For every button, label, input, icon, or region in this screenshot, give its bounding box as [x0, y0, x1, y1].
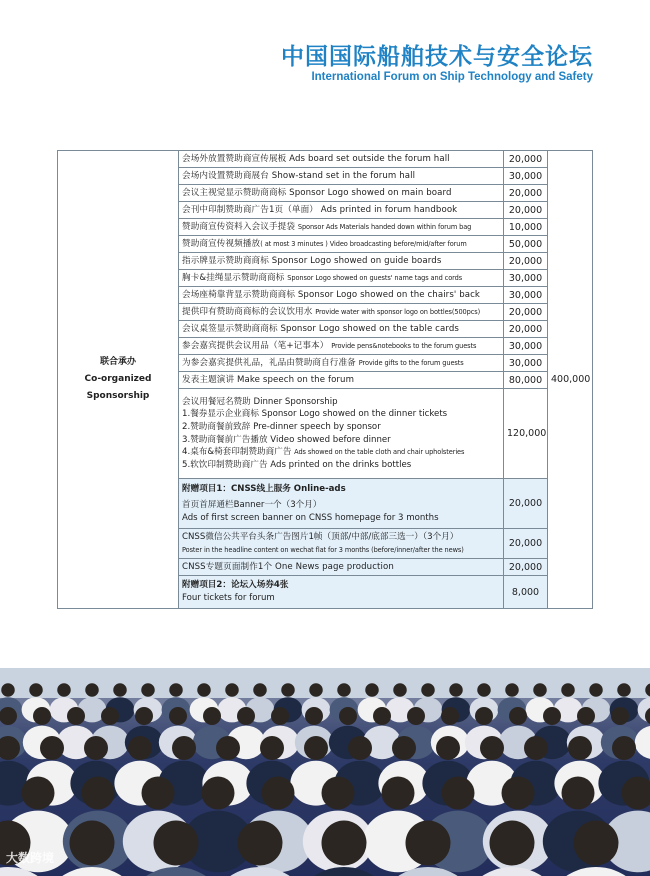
item-cell: 会议主视觉显示赞助商商标 Sponsor Logo showed on main board: [179, 185, 504, 202]
category-cn: 联合承办: [99, 357, 136, 367]
bonus1-wechat-cell: [179, 529, 504, 559]
price-cell: 30,000: [504, 270, 548, 287]
price-cell: 8,000: [504, 576, 548, 609]
price-cell: 30,000: [504, 338, 548, 355]
item-cell: [179, 355, 504, 372]
dinner-line: 5.软饮印制赞助商广告 Ads printed on the drinks bottles: [182, 459, 412, 470]
dinner-sponsorship-cell: [179, 389, 504, 479]
bonus1-wechat-cn: CNSS微信公共平台头条广告图片1帧（顶部/中部/底部三选一）（3个月）: [182, 531, 459, 542]
item-cell: [179, 304, 504, 321]
audience-illustration: [0, 668, 650, 876]
price-cell: 30,000: [504, 168, 548, 185]
price-cell: 20,000: [504, 559, 548, 576]
category-cell: [58, 151, 179, 609]
conference-audience-photo: [0, 668, 650, 876]
dinner-line-en: Ads showed on the table cloth and chair upholsteries: [294, 448, 465, 457]
bonus2-text: Four tickets for forum: [182, 593, 275, 603]
item-en: Provide water with sponsor logo on bottles(500pcs): [315, 308, 481, 316]
category-en-1: Co-organized: [84, 374, 152, 384]
price-cell: 30,000: [504, 287, 548, 304]
title-en: International Forum on Ship Technology and Safety: [311, 71, 593, 83]
item-cell: 会场座椅靠背显示赞助商商标 Sponsor Logo showed on the chairs' back: [179, 287, 504, 304]
price-cell: 80,000: [504, 372, 548, 389]
item-cell: 会议桌签显示赞助商商标 Sponsor Logo showed on the table cards: [179, 321, 504, 338]
price-cell: 30,000: [504, 355, 548, 372]
item-cell: 会场内设置赞助商展台 Show-stand set in the forum hall: [179, 168, 504, 185]
total-cell: 400,000: [548, 151, 593, 609]
price-cell: 20,000: [504, 321, 548, 338]
bonus2-cell: [179, 576, 504, 609]
item-en: Provide gifts to the forum guests: [358, 359, 464, 367]
dinner-line-cn: 4.桌布&椅套印制赞助商广告: [182, 447, 292, 458]
category-en-2: Sponsorship: [86, 391, 150, 401]
price-cell: 20,000: [504, 529, 548, 559]
item-cn: 赞助商宣传资料入会议手提袋: [182, 222, 296, 232]
price-cell: 50,000: [504, 236, 548, 253]
bonus1-heading: 附赠项目1：CNSS线上服务 Online-ads: [182, 483, 346, 494]
item-cn: 参会嘉宾提供会议用品（笔+记事本）: [182, 341, 329, 351]
dinner-line: 会议用餐冠名赞助 Dinner Sponsorship: [182, 396, 338, 407]
dinner-line: 3.赞助商餐前广告播放 Video showed before dinner: [182, 434, 391, 445]
item-cell: [179, 270, 504, 287]
dinner-line: 1.餐券显示企业商标 Sponsor Logo showed on the dinner tickets: [182, 409, 448, 420]
item-en: Sponsor Ads Materials handed down within forum bag: [297, 223, 472, 231]
bonus2-heading: 附赠项目2：论坛入场券4张: [182, 580, 289, 591]
price-cell: 20,000: [504, 479, 548, 529]
item-en: Sponsor Logo showed on guests' name tags and cords: [287, 274, 463, 282]
item-cn: 赞助商宣传视频播放: [182, 239, 261, 249]
title-cn: 中国国际船舶技术与安全论坛: [281, 44, 593, 70]
bonus1-banner-en: Ads of first screen banner on CNSS homepage for 3 months: [182, 512, 439, 523]
item-cell: 会刊中印制赞助商广告1页（单面） Ads printed in forum handbook: [179, 202, 504, 219]
sponsorship-table: [57, 150, 593, 609]
price-cell: 20,000: [504, 304, 548, 321]
bonus1-wechat-en: Poster in the headline content on wechat flat for 3 months (before/inner/after the news): [182, 545, 464, 554]
item-en: ( at most 3 minutes ) Video broadcasting before/mid/after forum: [260, 240, 467, 248]
bonus1-banner-cn: 首页首屏通栏Banner一个（3个月）: [182, 500, 322, 511]
item-cn: 提供印有赞助商商标的会议饮用水: [182, 307, 313, 317]
price-cell: 20,000: [504, 185, 548, 202]
price-cell: 20,000: [504, 202, 548, 219]
item-cell: [179, 236, 504, 253]
item-cell: [179, 338, 504, 355]
price-cell: 20,000: [504, 151, 548, 168]
item-cell: 会场外放置赞助商宣传展板 Ads board set outside the forum hall: [179, 151, 504, 168]
price-cell: 120,000: [504, 389, 548, 479]
bonus1-cell: [179, 479, 504, 529]
price-cell: 20,000: [504, 253, 548, 270]
price-cell: 10,000: [504, 219, 548, 236]
item-cell: [179, 219, 504, 236]
item-cell: 发表主题演讲 Make speech on the forum: [179, 372, 504, 389]
item-en: Provide pens&notebooks to the forum guests: [331, 342, 477, 350]
item-cell: CNSS专题页面制作1个 One News page production: [179, 559, 504, 576]
dinner-line: 2.赞助商餐前致辞 Pre-dinner speech by sponsor: [182, 421, 381, 432]
dinner-line: [182, 446, 500, 459]
watermark-logo: 大数跨境: [6, 851, 55, 865]
table-row: [58, 151, 593, 168]
item-cell: 指示牌显示赞助商商标 Sponsor Logo showed on guide boards: [179, 253, 504, 270]
item-cn: 为参会嘉宾提供礼品，礼品由赞助商自行准备: [182, 358, 356, 368]
item-cn: 胸卡&挂绳显示赞助商商标: [182, 273, 285, 283]
